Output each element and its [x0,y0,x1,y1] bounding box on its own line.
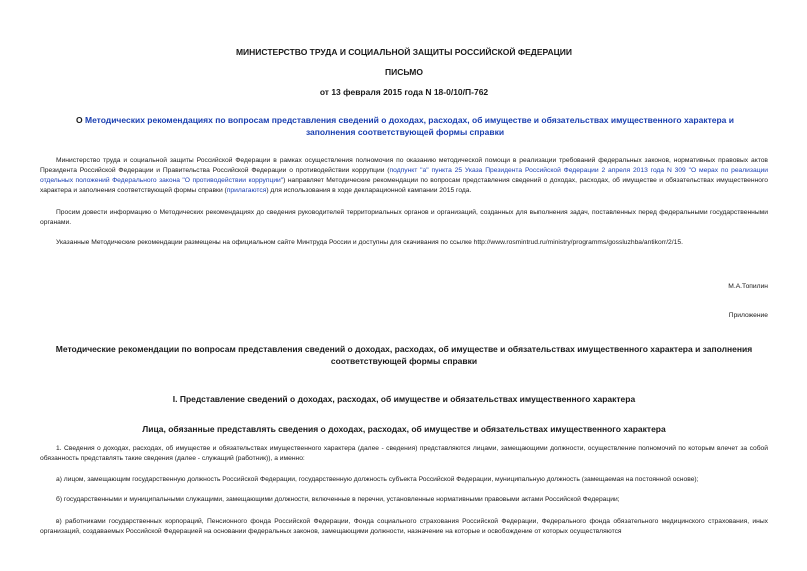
decree-309-link[interactable]: подпункт "а" пункта 25 Указа Президента Российской Федерации 2 апреля 2013 года N 309 "О мерах по реализации отдельных положений Федерального закона "О противодействии коррупции" [40,167,768,184]
p1-text-b: ) направляет Методические рекомендации по вопросам представления сведений о доходах, расходах, об имуществе и обязательствах имущественного характера и заполнения соответствующей формы справки ( [40,177,769,194]
subsection-heading: Лица, обязанные представлять сведения о доходах, расходах, об имуществе и обязательствах имущественного характера [142,424,666,434]
body-paragraph-2: Просим довести информацию о Методических рекомендациях до сведения руководителей территориальных органов и организаций, созданных для выполнения задач, поставленных перед федеральными государственными органами. [40,209,768,226]
p1-text-a: Министерство труда и социальной защиты Российской Федерации в рамках осуществления полномочия по оказанию методической помощи в реализации требований федеральных законов, нормативных правовых актов Президента Российской Федерации и Правительства Российской Федерации о противодействии коррупции ( [40,157,768,174]
attachment-link[interactable]: прилагаются [226,187,267,194]
p1-text-c: ) для использования в ходе декларационной кампании 2015 года. [266,187,472,194]
item-b: б) государственными и муниципальными служащими, замещающими должности, включенные в перечни, установленные нормативными правовыми актами Российской Федерации; [56,496,620,503]
recommendations-title: Методические рекомендации по вопросам представления сведений о доходах, расходах, об имуществе и обязательствах имущественного характера и заполнения соответствующей формы справки [55,344,753,366]
doc-date-number: от 13 февраля 2015 года N 18-0/10/П-762 [319,87,489,97]
item-v: в) работниками государственных корпораций, Пенсионного фонда Российской Федерации, Фонда социального страхования Российской Федерации, Федерального фонда обязательного медицинского страхования, иных организаций, создаваемых Российской Федерацией на основании федеральных законов, замещающими должности, назначение на которые и освобождение от которых осуществляются [40,518,768,535]
letter-subject [55,114,755,138]
doc-type-heading: ПИСЬМО [385,67,423,77]
item-1: 1. Сведения о доходах, расходах, об имуществе и обязательствах имущественного характера (далее - сведения) представляются лицами, замещающими должности, осуществление полномочий по которым влечет за собой обязанность представлять такие сведения (далее - служащий (работник)), а именно: [40,445,768,462]
subject-link[interactable]: Методических рекомендациях по вопросам представления сведений о доходах, расходах, об имуществе и обязательствах имущественного характера и заполнения соответствующей формы справки [84,115,734,137]
ministry-heading: МИНИСТЕРСТВО ТРУДА И СОЦИАЛЬНОЙ ЗАЩИТЫ РОССИЙСКОЙ ФЕДЕРАЦИИ [235,47,573,57]
section-1-heading: I. Представление сведений о доходах, расходах, об имуществе и обязательствах имущественного характера [172,394,636,404]
body-paragraph-3: Указанные Методические рекомендации размещены на официальном сайте Минтруда России и доступны для скачивания по ссылке http://www.rosmintrud.ru/ministry/programms/gossluzhba/antikorr/2/15. [56,239,683,246]
item-a: а) лицом, замещающим государственную должность Российской Федерации, государственную должность субъекта Российской Федерации, муниципальную должность (замещаемая на постоянной основе); [56,476,699,483]
body-paragraph-1 [40,156,768,196]
subject-prefix: О [76,115,85,125]
signature: М.А.Топилин [728,283,768,290]
attachment-label: Приложение [728,312,768,319]
